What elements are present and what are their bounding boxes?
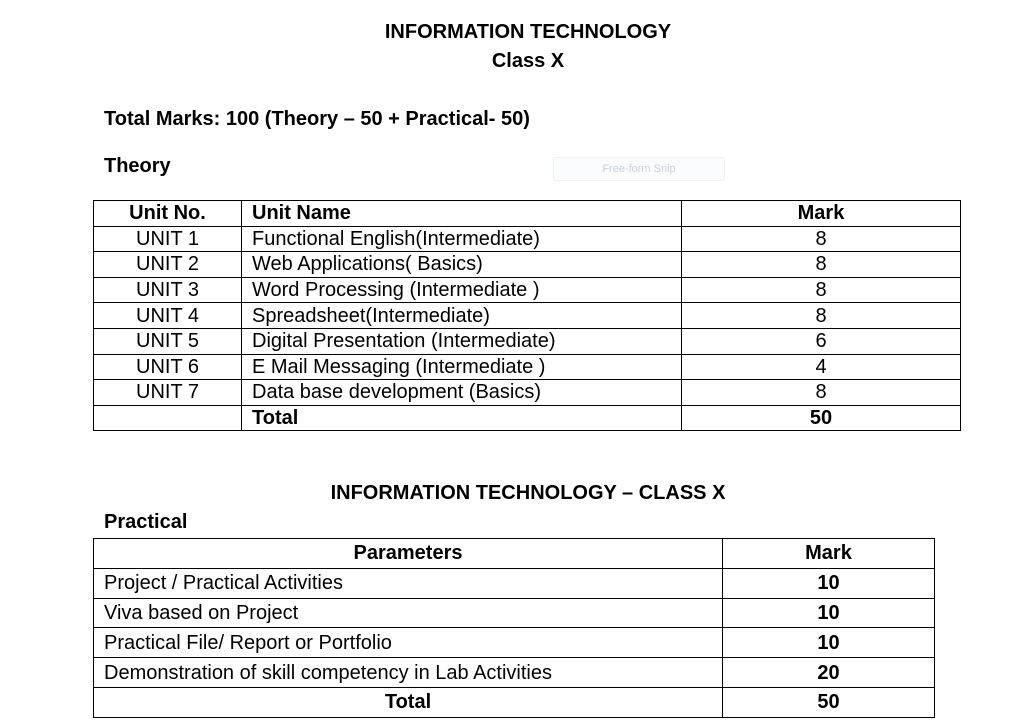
parameter-cell: Practical File/ Report or Portfolio [94,628,723,658]
total-row [94,687,935,717]
theory-marks-table [93,200,961,431]
table-header-row [94,539,935,569]
mark-cell: 10 [723,568,935,598]
practical-marks-table [93,538,935,718]
unit-no-cell: UNIT 3 [94,277,242,303]
unit-no-cell: UNIT 6 [94,354,242,380]
mark-cell: 8 [682,303,961,329]
unit-no-cell: UNIT 7 [94,380,242,406]
unit-name-cell: Web Applications( Basics) [242,252,682,278]
mark-cell: 8 [682,226,961,252]
mark-cell: 8 [682,277,961,303]
unit-no-header: Unit No. [94,201,242,227]
total-marks-line: Total Marks: 100 (Theory – 50 + Practical- 50) [104,108,530,130]
parameter-cell: Project / Practical Activities [94,568,723,598]
unit-name-cell: E Mail Messaging (Intermediate ) [242,354,682,380]
mark-cell: 20 [723,658,935,688]
unit-no-cell: UNIT 4 [94,303,242,329]
mark-header: Mark [723,539,935,569]
unit-name-cell: Word Processing (Intermediate ) [242,277,682,303]
parameters-header: Parameters [94,539,723,569]
unit-name-cell: Spreadsheet(Intermediate) [242,303,682,329]
empty-cell [94,405,242,431]
table-row [94,303,961,329]
parameter-cell: Viva based on Project [94,598,723,628]
table-row [94,277,961,303]
table-row [94,380,961,406]
table-row [94,628,935,658]
unit-name-cell: Functional English(Intermediate) [242,226,682,252]
total-value: 50 [723,687,935,717]
unit-no-cell: UNIT 5 [94,328,242,354]
table-row [94,226,961,252]
table-header-row [94,201,961,227]
mark-cell: 8 [682,252,961,278]
practical-section-title: INFORMATION TECHNOLOGY – CLASS X [330,482,726,504]
unit-no-cell: UNIT 1 [94,226,242,252]
mark-cell: 6 [682,328,961,354]
class-subtitle: Class X [491,50,565,72]
unit-name-header: Unit Name [242,201,682,227]
mark-header: Mark [682,201,961,227]
unit-no-cell: UNIT 2 [94,252,242,278]
table-row [94,568,935,598]
table-row [94,658,935,688]
table-row [94,354,961,380]
total-row [94,405,961,431]
table-row [94,252,961,278]
table-row [94,598,935,628]
unit-name-cell: Data base development (Basics) [242,380,682,406]
mark-cell: 10 [723,598,935,628]
total-label: Total [94,687,723,717]
unit-name-cell: Digital Presentation (Intermediate) [242,328,682,354]
free-form-snip-tooltip: Free-form Snip [553,157,725,181]
mark-cell: 10 [723,628,935,658]
total-value: 50 [682,405,961,431]
document-title: INFORMATION TECHNOLOGY [384,21,672,43]
practical-heading: Practical [104,511,188,533]
theory-heading: Theory [104,155,171,177]
table-row [94,328,961,354]
mark-cell: 8 [682,380,961,406]
mark-cell: 4 [682,354,961,380]
parameter-cell: Demonstration of skill competency in Lab Activities [94,658,723,688]
total-label: Total [242,405,682,431]
